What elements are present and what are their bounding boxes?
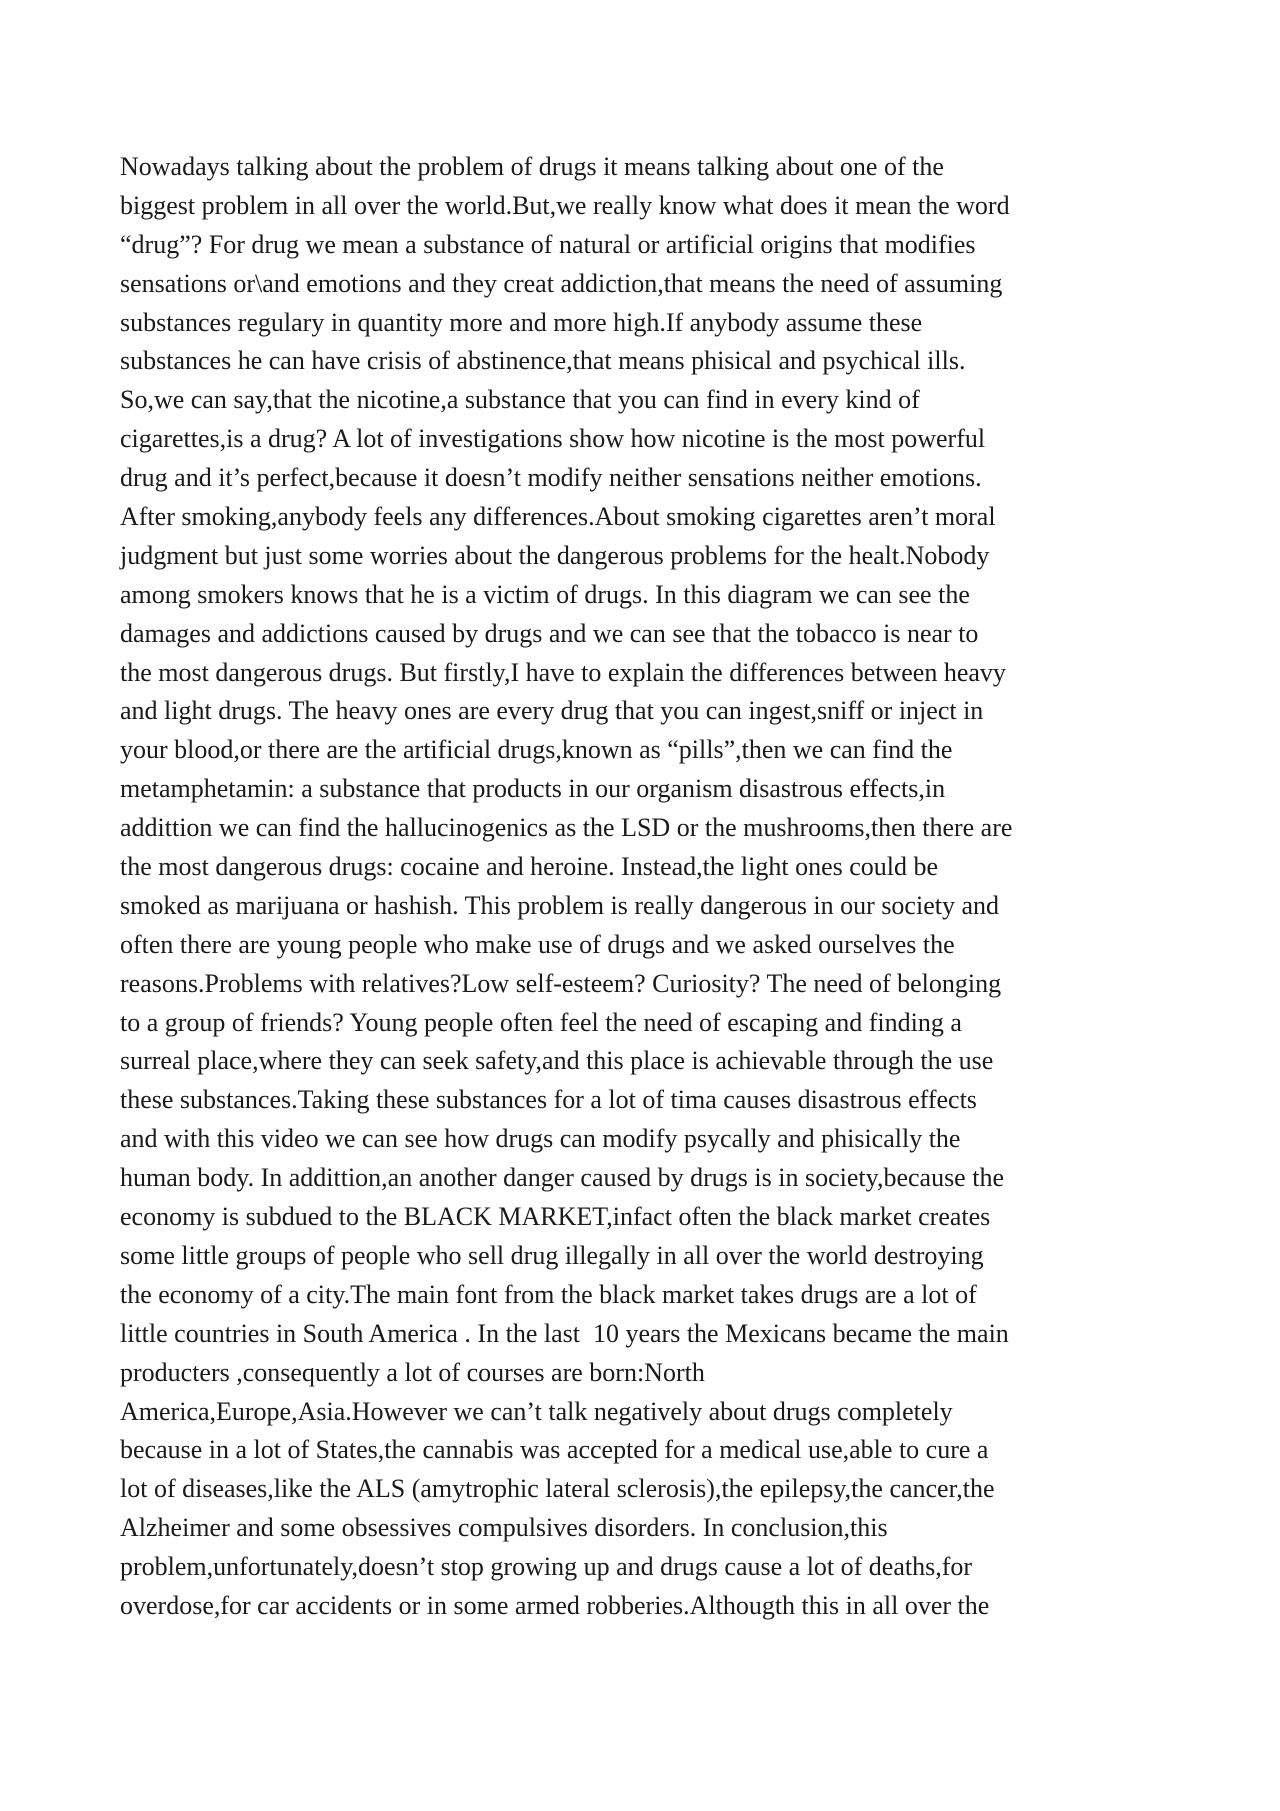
text-line: often there are young people who make use of drugs and we asked ourselves the: [120, 929, 955, 959]
text-line: metamphetamin: a substance that products in our organism disastrous effects,in: [120, 774, 946, 804]
text-line: and light drugs. The heavy ones are every drug that you can ingest,sniff or inject in: [120, 696, 984, 726]
text-line: “drug”? For drug we mean a substance of natural or artificial origins that modifies: [120, 229, 976, 259]
text-line: these substances.Taking these substances for a lot of tima causes disastrous effects: [120, 1085, 977, 1115]
text-line: among smokers knows that he is a victim of drugs. In this diagram we can see the: [120, 579, 970, 609]
text-line: biggest problem in all over the world.But,we really know what does it mean the word: [120, 190, 1010, 220]
text-line: surreal place,where they can seek safety,and this place is achievable through the use: [120, 1046, 994, 1076]
text-line: damages and addictions caused by drugs and we can see that the tobacco is near to: [120, 618, 979, 648]
text-line: America,Europe,Asia.However we can’t talk negatively about drugs completely: [120, 1396, 953, 1426]
text-line: After smoking,anybody feels any differences.About smoking cigarettes aren’t moral: [120, 502, 996, 532]
text-line: and with this video we can see how drugs can modify psycally and phisically the: [120, 1124, 961, 1154]
text-line: little countries in South America . In the last 10 years the Mexicans became the main: [120, 1318, 1009, 1348]
text-line: producters ,consequently a lot of courses are born:North: [120, 1357, 705, 1387]
body-text: [120, 148, 1180, 1626]
text-line: because in a lot of States,the cannabis was accepted for a medical use,able to cure a: [120, 1435, 989, 1465]
text-line: cigarettes,is a drug? A lot of investigations show how nicotine is the most powerful: [120, 424, 986, 454]
text-line: sensations or\and emotions and they creat addiction,that means the need of assuming: [120, 268, 1003, 298]
text-line: addittion we can find the hallucinogenics as the LSD or the mushrooms,then there are: [120, 813, 1013, 843]
text-line: to a group of friends? Young people often feel the need of escaping and finding a: [120, 1007, 962, 1037]
text-line: the most dangerous drugs: cocaine and heroine. Instead,the light ones could be: [120, 852, 939, 882]
text-line: lot of diseases,like the ALS (amytrophic lateral sclerosis),the epilepsy,the cancer,the: [120, 1474, 995, 1504]
text-line: economy is subdued to the BLACK MARKET,infact often the black market creates: [120, 1202, 991, 1232]
text-line: reasons.Problems with relatives?Low self-esteem? Curiosity? The need of belonging: [120, 968, 1002, 998]
text-line: substances he can have crisis of abstinence,that means phisical and psychical ills.: [120, 346, 966, 376]
text-line: substances regulary in quantity more and more high.If anybody assume these: [120, 307, 923, 337]
text-line: judgment but just some worries about the dangerous problems for the healt.Nobody: [120, 540, 990, 570]
text-line: So,we can say,that the nicotine,a substance that you can find in every kind of: [120, 385, 920, 415]
text-line: smoked as marijuana or hashish. This problem is really dangerous in our society and: [120, 890, 999, 920]
text-line: Alzheimer and some obsessives compulsives disorders. In conclusion,this: [120, 1513, 888, 1543]
text-line: problem,unfortunately,doesn’t stop growing up and drugs cause a lot of deaths,for: [120, 1552, 973, 1582]
text-line: the economy of a city.The main font from the black market takes drugs are a lot of: [120, 1279, 977, 1309]
text-line: overdose,for car accidents or in some armed robberies.Althougth this in all over the: [120, 1590, 990, 1620]
text-line: drug and it’s perfect,because it doesn’t modify neither sensations neither emotions.: [120, 463, 982, 493]
text-line: human body. In addittion,an another danger caused by drugs is in society,because the: [120, 1163, 1004, 1193]
text-line: the most dangerous drugs. But firstly,I have to explain the differences between heavy: [120, 657, 1006, 687]
text-line: some little groups of people who sell drug illegally in all over the world destroying: [120, 1240, 984, 1270]
text-line: Nowadays talking about the problem of drugs it means talking about one of the: [120, 152, 944, 181]
text-line: your blood,or there are the artificial drugs,known as “pills”,then we can find the: [120, 735, 953, 765]
